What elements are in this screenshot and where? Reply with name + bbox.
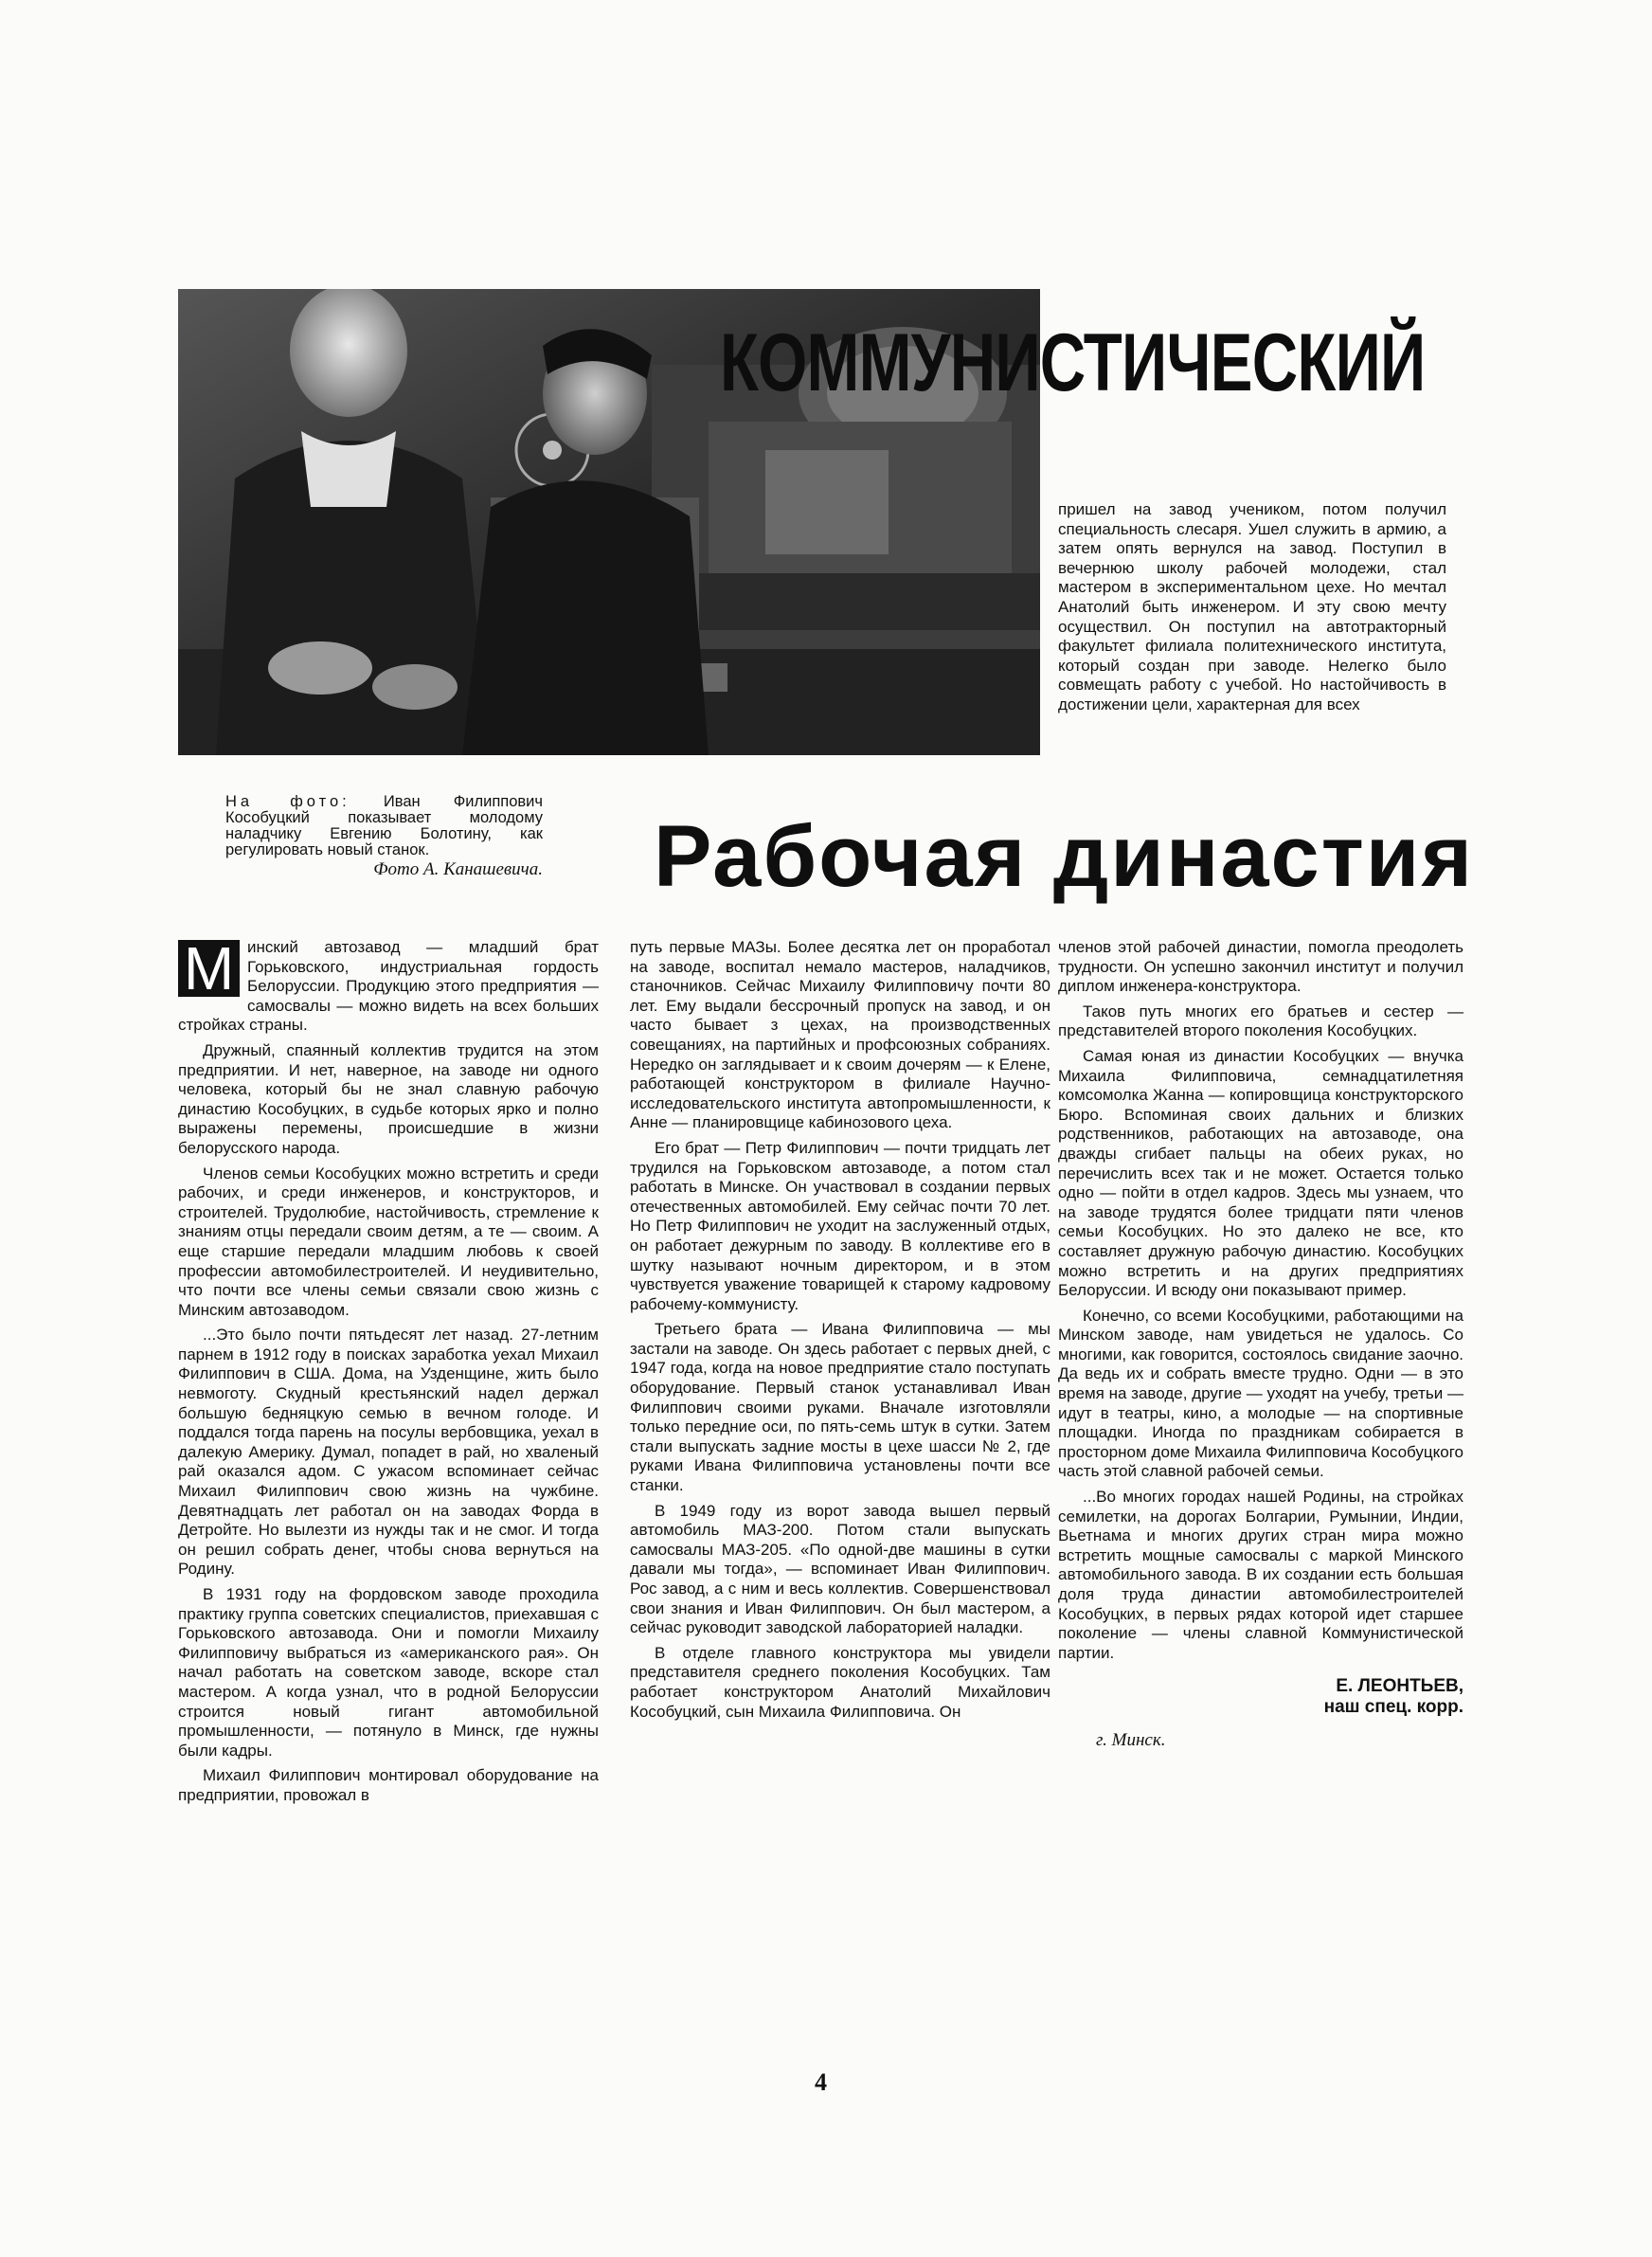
- headline: КОММУНИСТИЧЕСКИЙ: [720, 317, 1426, 408]
- caption-lead: На фото:: [225, 793, 350, 810]
- column-1: [178, 934, 599, 1812]
- paragraph: Таков путь многих его братьев и сестер — представителей второго поколения Кособуцких.: [1058, 1002, 1463, 1040]
- paragraph: членов этой рабочей династии, помогла преодолеть трудности. Он успешно закончил институт и получил диплом инженера-конструктора.: [1058, 938, 1463, 996]
- dateline-place: г. Минск.: [1096, 1730, 1166, 1751]
- paragraph: ...Во многих городах нашей Родины, на стройках семилетки, на дорогах Болгарии, Румынии, Индии, Вьетнама и многих других стран мира можно встретить мощные самосвалы с маркой Минского автомобильного завода. В их создании есть большая доля труда династии автомобилестроителей Кособуцких, в первых рядах которой идет старшее поколение — члены славной Коммунистической партии.: [1058, 1488, 1463, 1662]
- paragraph: Самая юная из династии Кособуцких — внучка Михаила Филипповича, семнадцатилетняя комсомолка Жанна — копировщица конструкторского Бюро. Вспоминая своих дальних и близких родственников, работающих на автозаводе, она дважды сгибает пальцы на обеих руках, но перечислить всех так и не может. Остается только одно — пойти в отдел кадров. Здесь мы узнаем, что на заводе трудятся более тридцати пяти членов семьи Кособуцких. Но это далеко не все, кто составляет дружную рабочую династию. Кособуцких можно встретить и на других предприятиях Белоруссии. И всюду они показывают пример.: [1058, 1046, 1463, 1300]
- intro-paragraph: пришел на завод учеником, потом получил специальность слесаря. Ушел служить в армию, а затем опять вернулся на завод. Поступил в вечернюю школу рабочей молодежи, стал мастером в экспериментальном цехе. Но мечтал Анатолий быть инженером. И эту свою мечту осуществил. Он поступил на автотракторный факультет филиала политехнического института, который создан при заводе. Нелегко было совмещать работу с учебой. Но настойчивость в достижении цели, характерная для всех: [1058, 500, 1446, 713]
- column-3: [1058, 938, 1463, 1751]
- paragraph: В отделе главного конструктора мы увидели представителя среднего поколения Кособуцких. Там работает конструктором Анатолий Михайлович Кособуцкий, сын Михаила Филипповича. Он: [630, 1643, 1050, 1721]
- author-role: наш спец. корр.: [1323, 1697, 1463, 1718]
- paragraph: ...Это было почти пятьдесят лет назад. 27-летним парнем в 1912 году в поисках заработка уехал Михаил Филиппович в США. Дома, на Узденщине, жить было невмоготу. Скудный крестьянский надел держал большую бедняцкую семью в вечном голоде. И поддался тогда парень на посулы вербовщика, уехал в далекую Америку. Думал, попадет в рай, но хваленый рай оказался адом. С ужасом вспоминает сейчас Михаил Филиппович свою жизнь на чужбине. Девятнадцать лет работал он на заводах Форда в Детройте. Но вылезти из нужды так и не смог. И тогда он решил собрать денег, чтобы снова вернуться на Родину.: [178, 1326, 599, 1579]
- caption-text: Иван Филиппович Кособуцкий показывает молодому наладчику Евгению Болотину, как регулировать новый станок.: [225, 793, 543, 858]
- paragraph: Членов семьи Кособуцких можно встретить и среди рабочих, и среди инженеров, и конструкторов, и строителей. Трудолюбие, настойчивость, стремление к знаниям отцы передали своим детям, а те — своим. А еще старшие передали младшим любовь к своей профессии автомобилестроителей. И неудивительно, что почти все члены семьи связали свою жизнь с Минским автозаводом.: [178, 1164, 599, 1319]
- paragraph: Конечно, со всеми Кособуцкими, работающими на Минском заводе, нам увидеться не удалось. Со многими, как говорится, состоялось свидание заочно. Да ведь их и собрать вместе трудно. Одни — в это время на заводе, другие — уходят на учебу, третьи — идут в театры, кино, а молодые — на спортивные площадки. Иногда по праздникам собирается в просторном доме Михаила Филипповича Кособуцкого часть этой славной рабочей семьи.: [1058, 1306, 1463, 1481]
- paragraph: В 1949 году из ворот завода вышел первый автомобиль МАЗ-200. Потом стали выпускать самосвалы МАЗ-205. «По одной-две машины в сутки давали мы тогда», — вспоминает Иван Филиппович. Рос завод, а с ним и весь коллектив. Совершенствовал свои знания и Иван Филиппович. Он был мастером, а сейчас руководит заводской лабораторией наладки.: [630, 1501, 1050, 1637]
- paragraph: Его брат — Петр Филиппович — почти тридцать лет трудился на Горьковском автозаводе, а потом стал работать в Минске. Он участвовал в создании первых отечественных автомобилей. Ему сейчас почти 70 лет. Но Петр Филиппович не уходит на заслуженный отдых, он работает дежурным по заводу. В коллективе его в шутку называют ночным директором, и в этом чувствуется уважение товарищей к старому кадровому рабочему-коммунисту.: [630, 1138, 1050, 1313]
- column-2: [630, 938, 1050, 1727]
- photo-credit: Фото А. Канашевича.: [373, 859, 543, 879]
- page-number: 4: [815, 2068, 827, 2096]
- paragraph: инский автозавод — младший брат Горьковского, индустриальная гордость Белоруссии. Продукцию этого предприятия — самосвалы — можно видеть на всех больших стройках страны.: [178, 938, 599, 1035]
- paragraph: Михаил Филиппович монтировал оборудование на предприятии, провожал в: [178, 1766, 599, 1804]
- paragraph: Дружный, спаянный коллектив трудится на этом предприятии. И нет, наверное, на заводе ни одного человека, который бы не знал славную рабочую династию Кособуцких, в судьбе которых ярко и полно выражены перемены, происшедшие в жизни белорусского народа.: [178, 1040, 599, 1157]
- paragraph: Третьего брата — Ивана Филипповича — мы застали на заводе. Он здесь работает с первых дней, с 1947 года, когда на новое предприятие стало поступать оборудование. Первый станок устанавливал Иван Филиппович своими руками. Вначале изготовляли только передние оси, по пять-семь штук в сутки. Затем стали выпускать задние мосты в цехе шасси № 2, где руками Ивана Филипповича установлены почти все станки.: [630, 1320, 1050, 1495]
- paragraph: В 1931 году на фордовском заводе проходила практику группа советских специалистов, приехавшая с Горьковского автозавода. Они и помогли Михаилу Филипповичу выбраться из «американского рая». Он начал работать на советском заводе, вскоре стал мастером. А когда узнал, что в родной Белоруссии строится новый гигант автомобильной промышленности, — потянуло в Минск, где нужны были кадры.: [178, 1585, 599, 1760]
- photo-caption: [225, 794, 543, 877]
- intro-column: [1058, 500, 1446, 721]
- paragraph: путь первые МАЗы. Более десятка лет он проработал на заводе, воспитал немало мастеров, наладчиков, станочников. Сейчас Михаилу Филипповичу почти 80 лет. Ему выдали бессрочный пропуск на завод, и он часто бывает з цехах, на производственных совещаниях, на партийных и профсоюзных собраниях. Нередко он заглядывает и к своим дочерям — к Елене, работающей конструктором в филиале Научно-исследовательского института автопромышленности, к Анне — планировщице кабинозового цеха.: [630, 938, 1050, 1132]
- dropcap: М: [178, 940, 240, 997]
- author-signature: [1058, 1676, 1463, 1718]
- author-name: Е. ЛЕОНТЬЕВ,: [1336, 1676, 1463, 1697]
- article-title: Рабочая династия: [654, 808, 1475, 905]
